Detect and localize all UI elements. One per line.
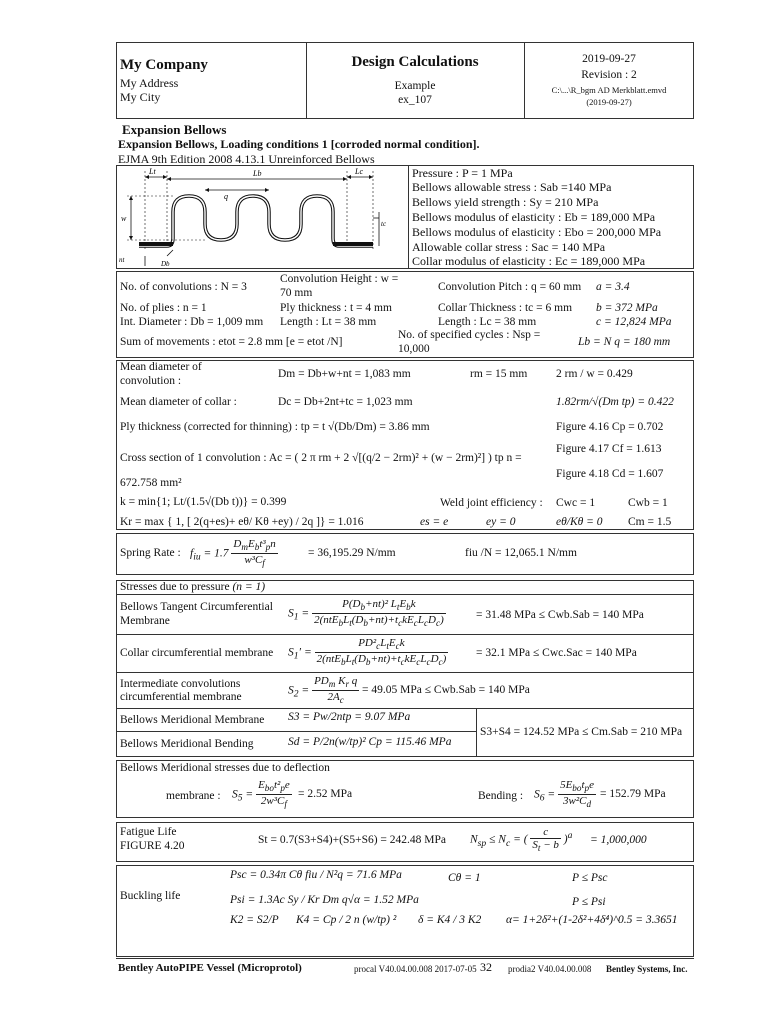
pressure-divider-4 [116, 708, 694, 709]
geom-lb: Lb = N q = 180 mm [578, 336, 671, 348]
dc-label: Mean diameter of collar : [120, 396, 237, 408]
spring-rate-result: = 36,195.29 N/mm [308, 547, 396, 559]
k-formula: k = min{1; Lt/(1.5√(Db t))} = 0.399 [120, 496, 287, 508]
nc-result: = 1,000,000 [590, 834, 647, 846]
s4-formula: Sd = P/2n(w/tp)² Cp = 115.46 MPa [288, 736, 452, 748]
cm-value: Cm = 1.5 [628, 516, 672, 528]
etheta-value: eθ/Kθ = 0 [556, 516, 603, 528]
s6-formula: $S_6$ = $\frac{5E_{bo}t_pe}{3w^2C_d}$ [534, 779, 594, 810]
pressure-divider-2 [116, 634, 694, 635]
dm-formula: Dm = Db+w+nt = 1,083 mm [278, 368, 411, 380]
ac-formula: Cross section of 1 convolution : Ac = ( 2 π rm + 2 √[(q/2 − 2rm)² + (w − 2rm)²] ) tp n = [120, 452, 522, 464]
geom-height-1: Convolution Height : w = [280, 273, 399, 285]
geom-plies: No. of plies : n = 1 [120, 302, 207, 314]
s2-formula: $S_2$ = $\frac{PD_m K_r q}{2A_c}$ [288, 675, 358, 706]
label-lc: Lc [355, 167, 363, 176]
s3-label: Bellows Meridional Membrane [120, 714, 265, 726]
p-psc-check: P ≤ Psc [572, 872, 608, 884]
rm-ratio: 2 rm / w = 0.429 [556, 368, 633, 380]
s34-result: S3+S4 = 124.52 MPa ≤ Cm.Sab = 210 MPa [480, 726, 683, 738]
spring-rate-formula: $f_{iu} = 1.7$ $\frac{D_mE_bt^3_pn}{w^3C_f}$ [190, 538, 276, 569]
figure-417: Figure 4.17 Cf = 1.613 [556, 443, 662, 455]
prop-collar-modulus: Collar modulus of elasticity : Ec = 189,000 MPa [412, 254, 646, 268]
label-db: Db [161, 260, 170, 268]
bending-label: Bending : [478, 790, 524, 802]
prop-pressure: Pressure : P = 1 MPa [412, 166, 513, 180]
diagram-divider [408, 165, 409, 269]
document-title: Design Calculations [351, 54, 479, 70]
dm-label-1: Mean diameter of [120, 361, 202, 373]
footer-page-number: 32 [480, 960, 492, 974]
nsp-nc-formula: $N_{sp} \le N_c$ = ( $\frac{c}{S_t - b}$ )$^a$ [470, 826, 573, 854]
geom-length-t: Length : Lt = 38 mm [280, 316, 377, 328]
pressure-header [120, 581, 265, 594]
prop-modulus-ebo: Bellows modulus of elasticity : Ebo = 200,000 MPa [412, 225, 662, 239]
weld-efficiency-label: Weld joint efficiency : [440, 497, 543, 509]
geom-a: a = 3.4 [596, 281, 630, 293]
spring-rate-per-convolution: fiu /N = 12,065.1 N/mm [465, 547, 577, 559]
fatigue-label-2: FIGURE 4.20 [120, 840, 185, 852]
spring-rate-label: Spring Rate : [120, 547, 181, 559]
psi-formula: Psi = 1.3Ac Sy / Kr Dm q√α = 1.52 MPa [230, 894, 419, 906]
geom-collar-thickness: Collar Thickness : tc = 6 mm [438, 302, 573, 314]
s2-label-1: Intermediate convolutions [120, 678, 241, 690]
geom-int-diameter: Int. Diameter : Db = 1,009 mm [120, 316, 264, 328]
footer-procal: procal V40.04.00.008 2017-07-05 [354, 964, 477, 974]
k2-formula: K2 = S2/P [230, 914, 279, 926]
pressure-divider-1 [116, 594, 694, 595]
s1-label-1: Bellows Tangent Circumferential [120, 601, 273, 613]
k4-formula: K4 = Cp / 2 n (w/tp) ² [296, 914, 397, 926]
prop-modulus-eb: Bellows modulus of elasticity : Eb = 189,000 MPa [412, 210, 656, 224]
section-title: Expansion Bellows [122, 122, 227, 137]
company-address: My Address [120, 76, 179, 90]
label-w: w [121, 214, 127, 223]
code-reference: EJMA 9th Edition 2008 4.13.1 Unreinforced Bellows [118, 152, 375, 166]
revision: Revision : 2 [581, 69, 637, 81]
prop-allowable-stress: Bellows allowable stress : Sab =140 MPa [412, 180, 612, 194]
geom-pitch: Convolution Pitch : q = 60 mm [438, 281, 582, 293]
pressure-divider-5 [116, 731, 476, 732]
s3-formula: S3 = Pw/2ntp = 9.07 MPa [288, 711, 411, 723]
tp-formula: Ply thickness (corrected for thinning) : tp = t √(Db/Dm) = 3.86 mm [120, 421, 430, 433]
geom-length-c: Length : Lc = 38 mm [438, 316, 537, 328]
geom-b: b = 372 MPa [596, 302, 658, 314]
dm-label-2: convolution : [120, 375, 182, 387]
company-name: My Company [120, 57, 208, 73]
buckling-label: Buckling life [120, 890, 181, 902]
label-lb: Lb [253, 169, 262, 178]
geom-convolutions: No. of convolutions : N = 3 [120, 281, 247, 293]
footer-vendor: Bentley Systems, Inc. [606, 964, 688, 974]
psc-formula: Psc = 0.34π Cθ fiu / N²q = 71.6 MPa [230, 869, 402, 881]
deflection-header: Bellows Meridional stresses due to deflection [120, 762, 330, 774]
s5-formula: $S_5$ = $\frac{E_{bo}t^2_pe}{2w^3C_f}$ [232, 779, 290, 810]
pressure-divider-3 [116, 672, 694, 673]
ey-value: ey = 0 [486, 516, 516, 528]
label-nt: nt [119, 256, 125, 264]
sqrt-ratio: 1.82rm/√(Dm tp) = 0.422 [556, 396, 674, 408]
section-subtitle: Expansion Bellows, Loading conditions 1 [corroded normal condition]. [118, 137, 480, 151]
s2-result: = 49.05 MPa ≤ Cwb.Sab = 140 MPa [362, 684, 530, 696]
label-q: q [224, 192, 228, 201]
cwc-value: Cwc = 1 [556, 497, 596, 509]
figure-416: Figure 4.16 Cp = 0.702 [556, 421, 664, 433]
geom-cycles-2: 10,000 [398, 343, 430, 355]
cwb-value: Cwb = 1 [628, 497, 668, 509]
es-value: es = e [420, 516, 449, 528]
ctheta-value: Cθ = 1 [448, 872, 481, 884]
rm-value: rm = 15 mm [470, 368, 528, 380]
geom-c: c = 12,824 MPa [596, 316, 672, 328]
file-path: C:\...\R_bgm AD Merkblatt.emvd [551, 85, 667, 95]
delta-formula: δ = K4 / 3 K2 [418, 914, 482, 926]
geom-ply-thickness: Ply thickness : t = 4 mm [280, 302, 392, 314]
s1-formula: $S_1$ = $\frac{P(D_b+nt)^2 L_tE_bk}{2(ntE_bL_t(D_b+nt)+t_ckE_cL_cD_c)}$ [288, 598, 444, 629]
document-date: 2019-09-27 [582, 53, 636, 65]
label-lt: Lt [149, 167, 156, 176]
footer-divider [116, 958, 694, 959]
s2-label-2: circumferential membrane [120, 691, 242, 703]
pressure-divider-6 [476, 708, 477, 757]
prop-yield-strength: Bellows yield strength : Sy = 210 MPa [412, 195, 599, 209]
s6-result: = 152.79 MPa [600, 788, 666, 800]
geom-movements: Sum of movements : etot = 2.8 mm [e = etot /N] [120, 336, 343, 348]
ac-value: 672.758 mm² [120, 477, 182, 489]
example-label: Example [394, 80, 436, 92]
geom-cycles-1: No. of specified cycles : Nsp = [398, 329, 541, 341]
example-id: ex_107 [398, 94, 432, 106]
footer-product: Bentley AutoPIPE Vessel (Microprotol) [118, 962, 302, 974]
st-formula: St = 0.7(S3+S4)+(S5+S6) = 242.48 MPa [258, 834, 447, 846]
geom-height-2: 70 mm [280, 287, 313, 299]
alpha-formula: α= 1+2δ²+(1-2δ²+4δ⁴)^0.5 = 3.3651 [506, 914, 678, 926]
s5-result: = 2.52 MPa [298, 788, 353, 800]
s1p-result: = 32.1 MPa ≤ Cwc.Sac = 140 MPa [476, 647, 637, 659]
s1p-label: Collar circumferential membrane [120, 647, 274, 659]
pressure-header-text: Stresses due to pressure [120, 581, 230, 593]
s1-label-2: Membrane [120, 615, 170, 627]
prop-collar-stress: Allowable collar stress : Sac = 140 MPa [412, 240, 606, 254]
footer-prodia: prodia2 V40.04.00.008 [508, 964, 592, 974]
s4-label: Bellows Meridional Bending [120, 738, 254, 750]
pressure-header-n: (n = 1) [232, 581, 266, 593]
dc-formula: Dc = Db+2nt+tc = 1,023 mm [278, 396, 413, 408]
label-tc: tc [381, 220, 387, 228]
s1p-formula: $S_1'$ = $\frac{PD^2_cL_tE_ck}{2(ntE_bL_t(D_b+nt)+t_ckE_cL_cD_c)}$ [288, 637, 447, 668]
figure-418: Figure 4.18 Cd = 1.607 [556, 468, 664, 480]
file-date: (2019-09-27) [586, 97, 632, 107]
fatigue-label-1: Fatigue Life [120, 826, 177, 838]
p-psi-check: P ≤ Psi [572, 896, 606, 908]
kr-formula: Kr = max { 1, [ 2(q+es)+ eθ/ Kθ +ey) / 2q ]} = 1.016 [120, 516, 364, 528]
membrane-label: membrane : [166, 790, 221, 802]
s1-result: = 31.48 MPa ≤ Cwb.Sab = 140 MPa [476, 609, 644, 621]
bellows-diagram [117, 166, 407, 268]
company-city: My City [120, 90, 161, 104]
